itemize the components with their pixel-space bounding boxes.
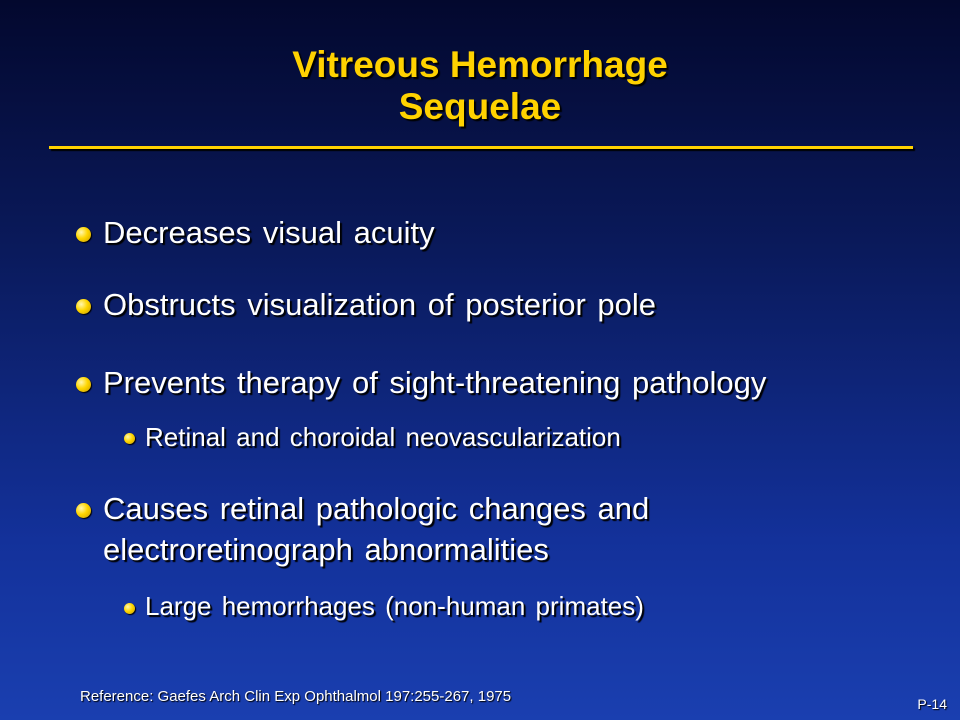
bullet-item: Obstructs visualization of posterior pole <box>103 287 657 322</box>
title-divider <box>49 146 913 149</box>
reference-citation: Reference: Gaefes Arch Clin Exp Ophthalmol 197:255-267, 1975 <box>80 688 512 705</box>
page-number: P-14 <box>917 696 947 712</box>
bullet-dot-icon <box>76 299 91 314</box>
bullet-item: Causes retinal pathologic changes and <box>103 491 650 526</box>
slide-title-line-1: Vitreous Hemorrhage <box>292 44 668 85</box>
sub-bullet-dot-icon <box>124 433 135 444</box>
slide-title <box>0 44 960 128</box>
bullet-item: Decreases visual acuity <box>103 215 435 250</box>
bullet-dot-icon <box>76 227 91 242</box>
sub-bullet-item: Retinal and choroidal neovascularization <box>145 422 621 452</box>
bullet-dot-icon <box>76 377 91 392</box>
slide-title-line-2: Sequelae <box>398 86 562 127</box>
bullet-item: Prevents therapy of sight-threatening pathology <box>103 365 767 400</box>
bullet-item-continuation: electroretinograph abnormalities <box>103 532 549 567</box>
bullet-dot-icon <box>76 503 91 518</box>
sub-bullet-dot-icon <box>124 603 135 614</box>
sub-bullet-item: Large hemorrhages (non-human primates) <box>145 591 644 621</box>
